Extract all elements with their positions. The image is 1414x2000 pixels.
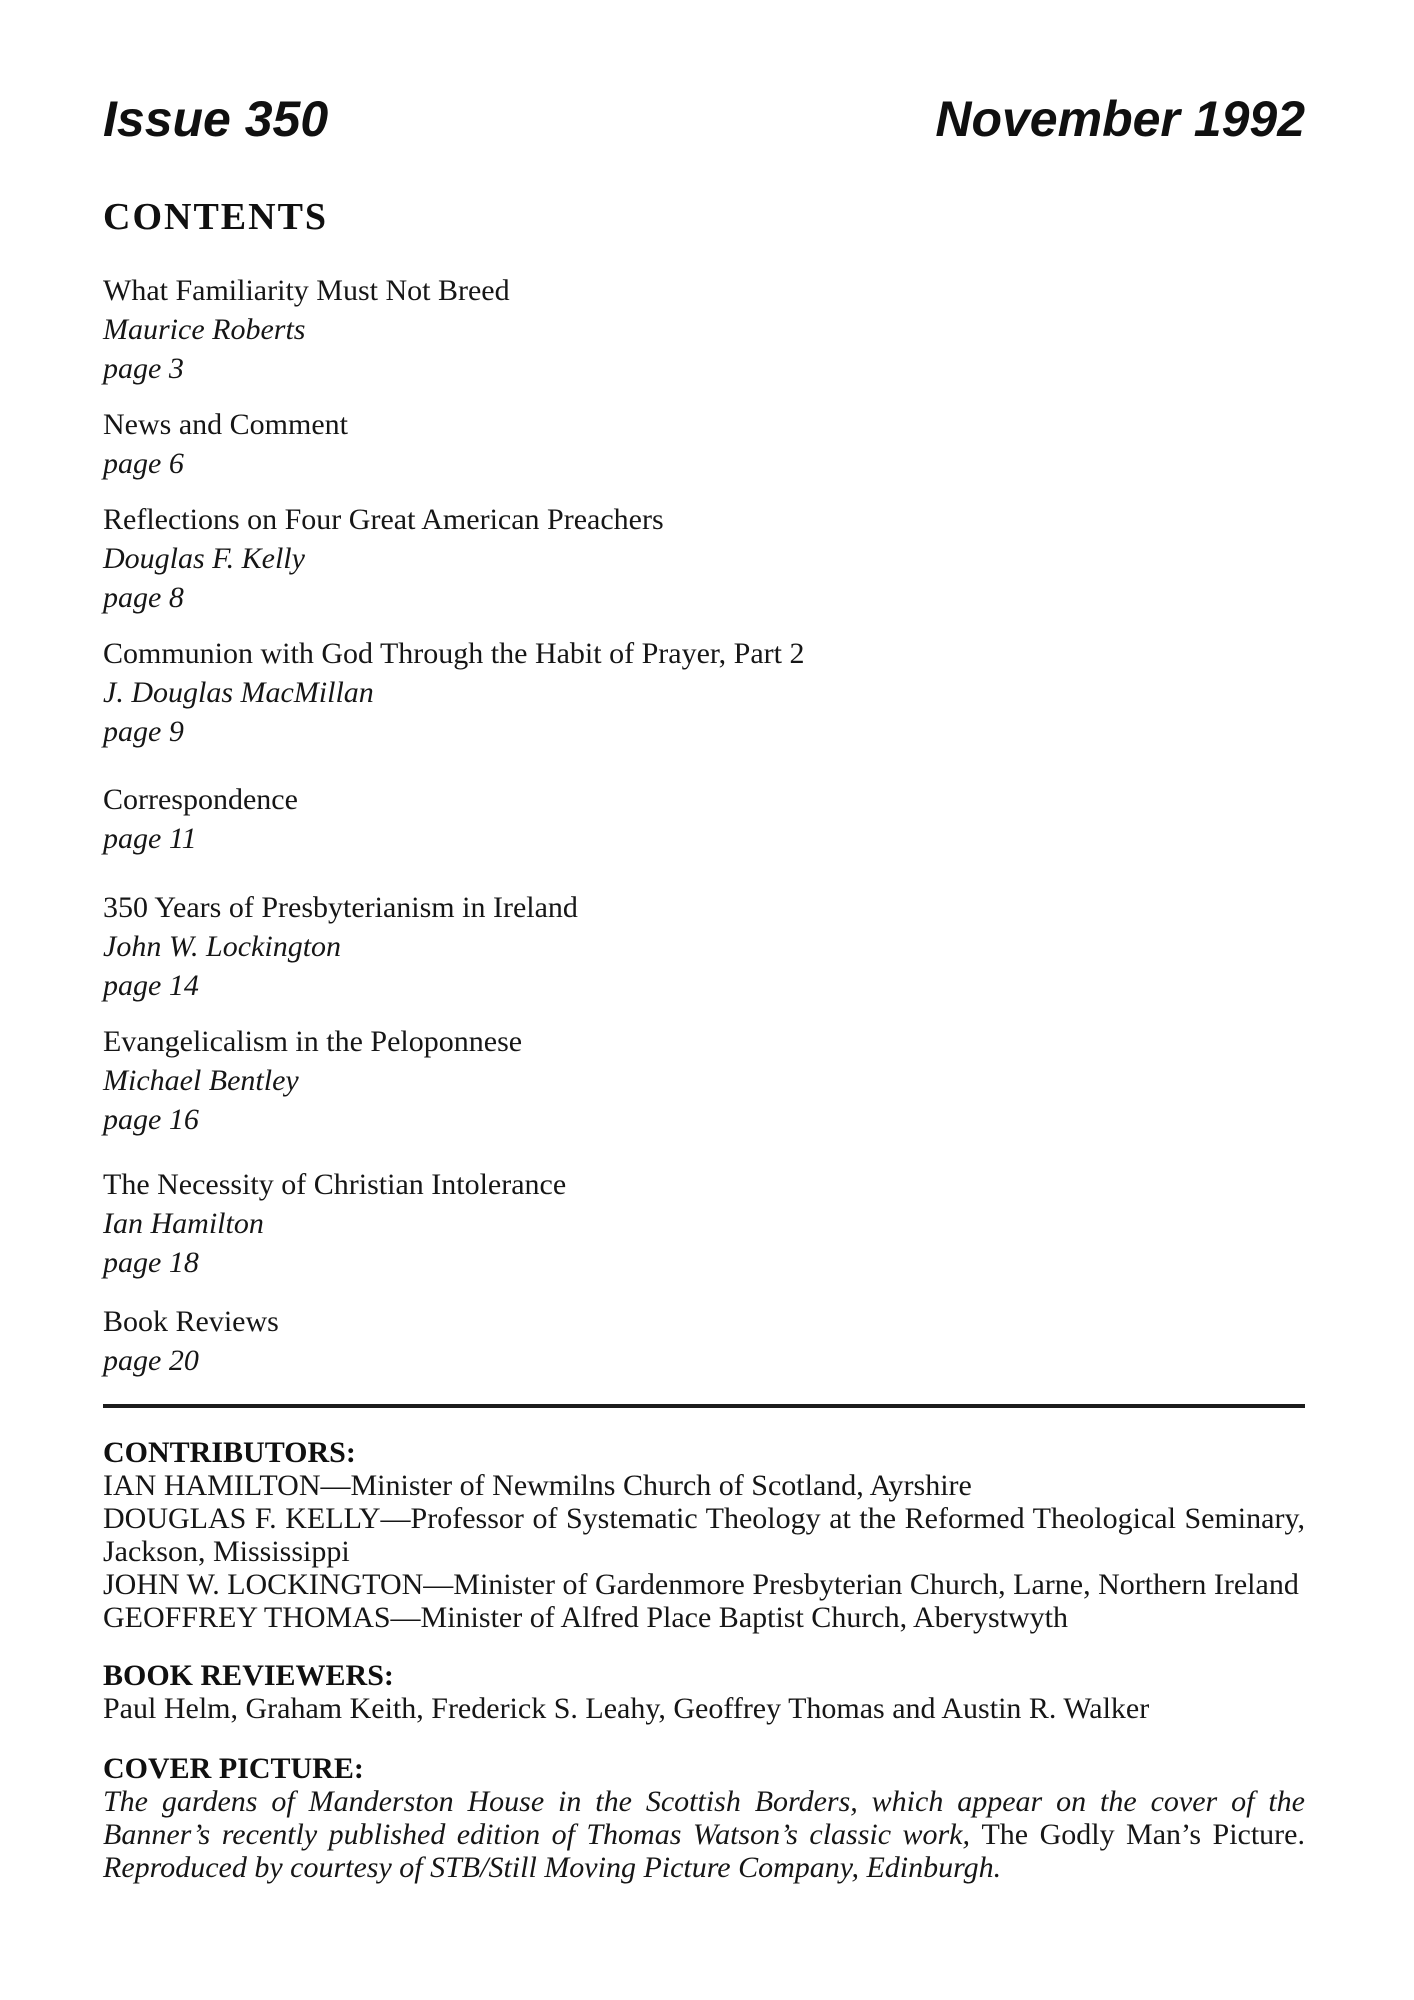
article-author: Michael Bentley — [103, 1064, 299, 1097]
article-page-number: page 3 — [103, 352, 184, 385]
article-title: Reflections on Four Great American Preachers — [103, 503, 664, 536]
contents-entry — [103, 271, 1305, 388]
contents-entry — [103, 1302, 1305, 1380]
article-title: Communion with God Through the Habit of Prayer, Part 2 — [103, 637, 805, 670]
contents-entry — [103, 1022, 1305, 1139]
masthead — [103, 91, 1305, 147]
article-author: John W. Lockington — [103, 930, 342, 963]
contributor-line: GEOFFREY THOMAS—Minister of Alfred Place Baptist Church, Aberystwyth — [103, 1601, 1068, 1634]
contents-entry — [103, 500, 1305, 617]
article-title: 350 Years of Presbyterianism in Ireland — [103, 891, 578, 924]
contents-entry — [103, 634, 1305, 751]
article-title: Book Reviews — [103, 1305, 279, 1338]
article-page-number: page 8 — [103, 581, 184, 614]
article-page-number: page 11 — [103, 822, 197, 855]
cover-picture-book-title: The Godly Man’s Picture. — [981, 1818, 1305, 1851]
article-page-number: page 9 — [103, 715, 184, 748]
contributors-list — [103, 1469, 1305, 1634]
contents-list — [103, 271, 1305, 1380]
cover-picture-text-before: The gardens of Manderston House in the Scottish Borders, which appear on the cover of the Banner’s recently published edition of Thomas Watson’s classic work, — [103, 1785, 1305, 1851]
contributor-line: IAN HAMILTON—Minister of Newmilns Church of Scotland, Ayrshire — [103, 1469, 972, 1502]
article-author: Maurice Roberts — [103, 313, 306, 346]
article-title: Correspondence — [103, 783, 298, 816]
article-author: Ian Hamilton — [103, 1207, 264, 1240]
book-reviewers-section — [103, 1659, 1305, 1725]
article-author: Douglas F. Kelly — [103, 542, 305, 575]
issue-number: Issue 350 — [103, 91, 329, 147]
book-reviewers-names: Paul Helm, Graham Keith, Frederick S. Leahy, Geoffrey Thomas and Austin R. Walker — [103, 1692, 1150, 1725]
contributor-line: DOUGLAS F. KELLY—Professor of Systematic Theology at the Reformed Theological Seminary, Jackson, Mississippi — [103, 1502, 1305, 1568]
issue-date: November 1992 — [935, 91, 1305, 147]
article-title: News and Comment — [103, 408, 348, 441]
article-page-number: page 6 — [103, 447, 184, 480]
contents-entry — [103, 888, 1305, 1005]
cover-picture-section — [103, 1752, 1305, 1884]
cover-picture-heading: COVER PICTURE: — [103, 1752, 364, 1785]
article-page-number: page 16 — [103, 1103, 199, 1136]
cover-picture-description — [103, 1785, 1305, 1884]
article-author: J. Douglas MacMillan — [103, 676, 374, 709]
contents-entry — [103, 1165, 1305, 1282]
section-divider — [103, 1404, 1305, 1408]
contents-heading: CONTENTS — [103, 196, 329, 238]
contents-entry — [103, 780, 1305, 858]
article-title: The Necessity of Christian Intolerance — [103, 1168, 567, 1201]
article-page-number: page 18 — [103, 1246, 199, 1279]
article-title: What Familiarity Must Not Breed — [103, 274, 510, 307]
article-page-number: page 20 — [103, 1344, 199, 1377]
contributors-section — [103, 1436, 1305, 1634]
book-reviewers-heading: BOOK REVIEWERS: — [103, 1659, 394, 1692]
contributors-heading: CONTRIBUTORS: — [103, 1436, 356, 1469]
contributor-line: JOHN W. LOCKINGTON—Minister of Gardenmore Presbyterian Church, Larne, Northern Ireland — [103, 1568, 1299, 1601]
article-title: Evangelicalism in the Peloponnese — [103, 1025, 523, 1058]
contents-entry — [103, 405, 1305, 483]
cover-picture-text-after: Reproduced by courtesy of STB/Still Moving Picture Company, Edinburgh. — [103, 1851, 1002, 1884]
article-page-number: page 14 — [103, 969, 199, 1002]
